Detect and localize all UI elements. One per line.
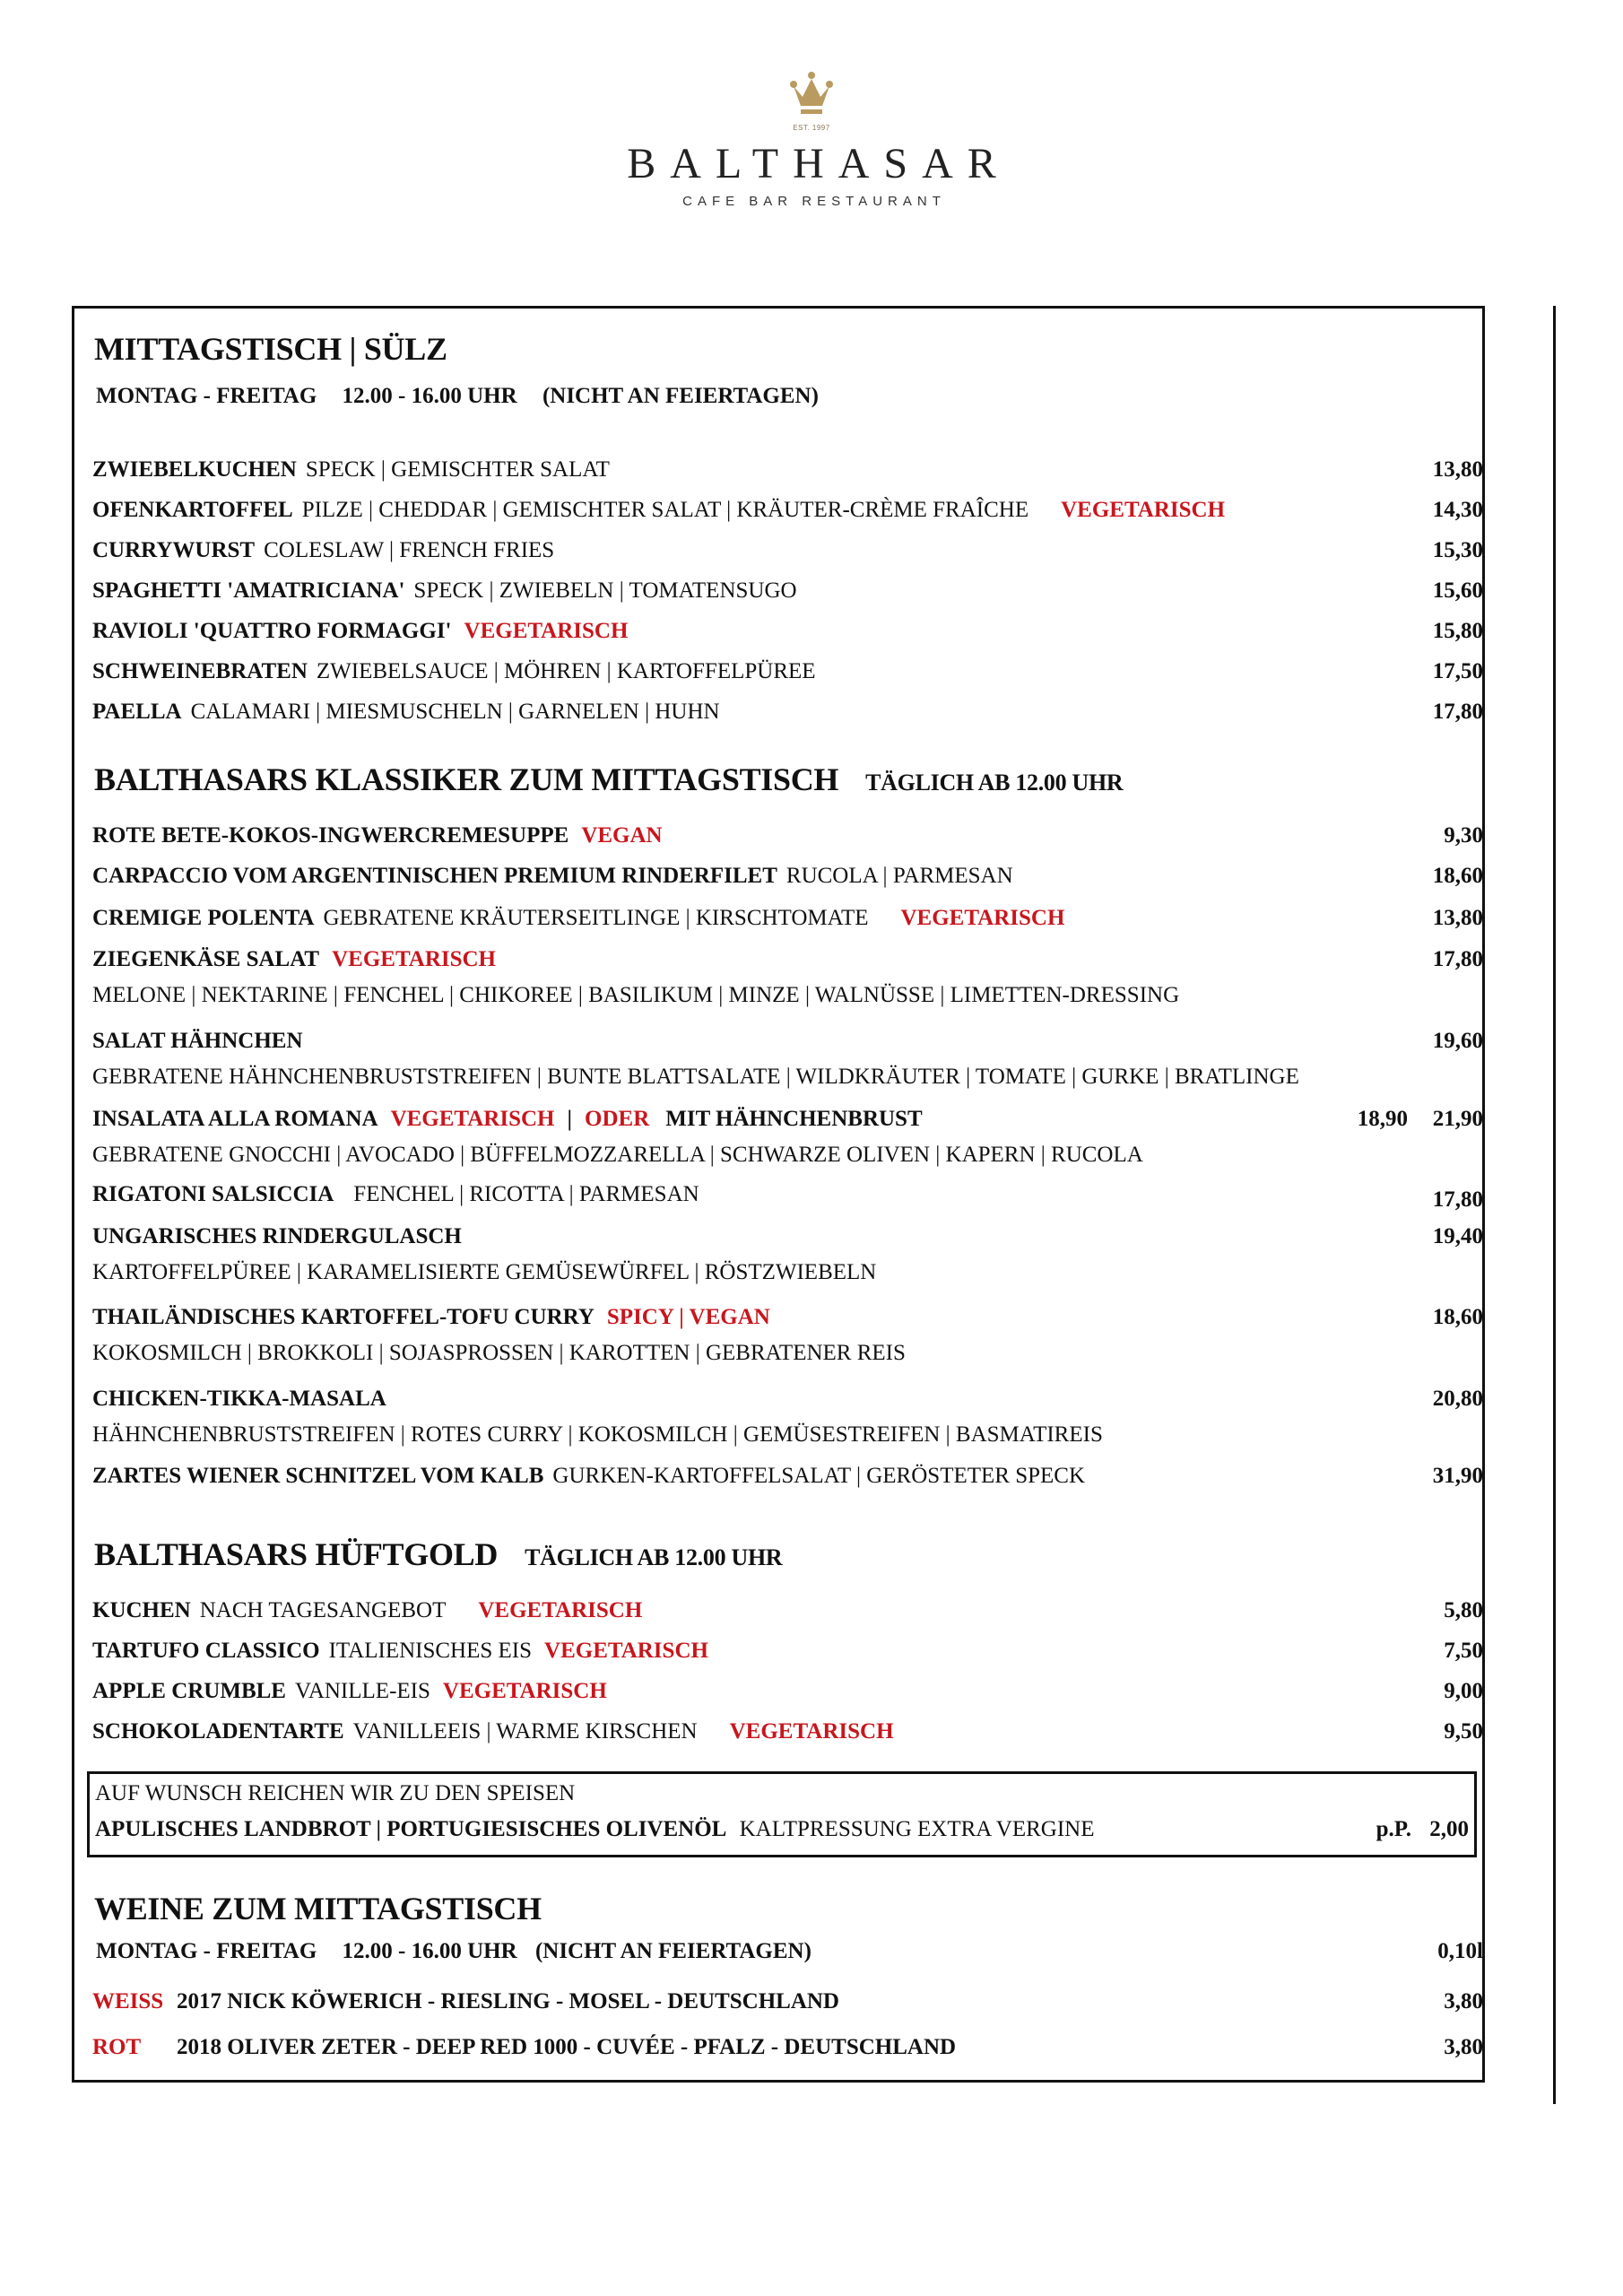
days: MONTAG - FREITAG <box>96 1939 317 1963</box>
serving-measure: 0,10l <box>1437 1939 1483 1963</box>
diet-tag: VEGETARISCH <box>464 619 629 643</box>
side-divider <box>1553 306 1556 2104</box>
item-price: 17,80 <box>1432 1187 1483 1212</box>
item-desc: GURKEN-KARTOFFELSALAT | GERÖSTETER SPECK <box>552 1464 1086 1488</box>
item-desc: SPECK | ZWIEBELN | TOMATENSUGO <box>413 578 797 603</box>
section-title-klassiker <box>94 761 1123 798</box>
menu-item <box>92 538 1483 565</box>
section-hours-hueftgold: TÄGLICH AB 12.00 UHR <box>525 1544 783 1570</box>
menu-item <box>92 457 1483 484</box>
item-desc: VANILLEEIS | WARME KIRSCHEN <box>352 1719 698 1744</box>
item-name: ZARTES WIENER SCHNITZEL VOM KALB <box>92 1464 544 1488</box>
menu-item <box>92 823 1483 850</box>
diet-tag: VEGETARISCH <box>478 1598 643 1622</box>
item-name: KUCHEN <box>92 1598 191 1622</box>
item-detail: HÄHNCHENBRUSTSTREIFEN | ROTES CURRY | KOKOSMILCH | GEMÜSESTREIFEN | BASMATIREIS <box>92 1422 1103 1447</box>
item-price: 13,80 <box>1432 906 1483 930</box>
section-hours-mittagstisch <box>96 384 819 409</box>
item-name: SCHOKOLADENTARTE <box>92 1719 344 1744</box>
item-price: 19,40 <box>1432 1224 1483 1248</box>
diet-tag: VEGETARISCH <box>1061 498 1226 522</box>
diet-tag: VEGAN <box>581 823 663 848</box>
menu-item <box>92 700 1483 726</box>
item-price: 13,80 <box>1432 457 1483 482</box>
menu-item <box>92 1464 1483 1491</box>
wine-price: 3,80 <box>1444 1989 1483 2013</box>
item-price: 20,80 <box>1432 1387 1483 1411</box>
item-name: RAVIOLI 'QUATTRO FORMAGGI' <box>92 619 452 643</box>
wine-color: WEISS <box>92 1989 164 2013</box>
or-tag: ODER <box>585 1107 650 1131</box>
item-detail: GEBRATENE GNOCCHI | AVOCADO | BÜFFELMOZZARELLA | SCHWARZE OLIVEN | KAPERN | RUCOLA <box>92 1143 1143 1167</box>
item-desc: GEBRATENE KRÄUTERSEITLINGE | KIRSCHTOMATE <box>323 906 869 930</box>
menu-item <box>92 659 1483 686</box>
diet-tag: VEGETARISCH <box>729 1719 894 1744</box>
diet-tag: VEGETARISCH <box>544 1639 708 1663</box>
diet-tag: VEGETARISCH <box>390 1107 555 1131</box>
item-name: THAILÄNDISCHES KARTOFFEL-TOFU CURRY <box>92 1305 595 1329</box>
menu-item <box>92 1639 1483 1665</box>
title-text: BALTHASARS KLASSIKER ZUM MITTAGSTISCH <box>94 761 839 797</box>
hours: 12.00 - 16.00 UHR <box>342 1939 517 1963</box>
holiday-note: (NICHT AN FEIERTAGEN) <box>542 384 819 408</box>
menu-item <box>92 1719 1483 1746</box>
item-price: 15,80 <box>1432 619 1483 643</box>
item-name: PAELLA <box>92 700 182 724</box>
logo <box>0 72 1623 209</box>
diet-tag: VEGETARISCH <box>332 947 497 971</box>
menu-item <box>92 1387 1483 1413</box>
item-detail: GEBRATENE HÄHNCHENBRUSTSTREIFEN | BUNTE BLATTSALATE | WILDKRÄUTER | TOMATE | GURKE | BRATLINGE <box>92 1065 1299 1089</box>
item-detail: MELONE | NEKTARINE | FENCHEL | CHIKOREE | BASILIKUM | MINZE | WALNÜSSE | LIMETTEN-DRESSING <box>92 983 1180 1007</box>
bread-price: 2,00 <box>1429 1817 1469 1841</box>
menu-item <box>92 498 1483 525</box>
item-desc: VANILLE-EIS <box>294 1679 430 1703</box>
item-name: CREMIGE POLENTA <box>92 906 315 930</box>
item-desc: ZWIEBELSAUCE | MÖHREN | KARTOFFELPÜREE <box>316 659 816 683</box>
bread-line <box>95 1817 1094 1842</box>
item-name: ZWIEBELKUCHEN <box>92 457 297 482</box>
menu-item <box>92 1029 1483 1056</box>
diet-tag: SPICY | VEGAN <box>606 1305 770 1329</box>
item-desc: RUCOLA | PARMESAN <box>785 864 1013 888</box>
item-price: 17,80 <box>1432 700 1483 724</box>
menu-item <box>92 947 1483 974</box>
item-name: SPAGHETTI 'AMATRICIANA' <box>92 578 405 603</box>
diet-tag: VEGETARISCH <box>900 906 1065 930</box>
item-name: OFENKARTOFFEL <box>92 498 293 522</box>
menu-item <box>92 864 1483 891</box>
item-price: 19,60 <box>1432 1029 1483 1053</box>
menu-item <box>92 619 1483 646</box>
menu-item <box>92 906 1483 933</box>
holiday-note: (NICHT AN FEIERTAGEN) <box>534 1939 812 1963</box>
menu-item <box>92 1107 1483 1134</box>
item-price-alt: 18,90 <box>1357 1107 1408 1131</box>
section-title-hueftgold <box>94 1535 782 1573</box>
item-price: 15,30 <box>1432 538 1483 562</box>
item-price: 17,80 <box>1432 947 1483 971</box>
established-label: EST. 1997 <box>793 124 830 132</box>
bread-intro: AUF WUNSCH REICHEN WIR ZU DEN SPEISEN <box>95 1781 576 1805</box>
item-price: 9,30 <box>1444 823 1483 848</box>
menu-item <box>92 1224 1483 1251</box>
item-price: 21,90 <box>1432 1107 1483 1131</box>
item-name: RIGATONI SALSICCIA <box>92 1182 334 1206</box>
item-name: ZIEGENKÄSE SALAT <box>92 947 320 971</box>
wine-color: ROT <box>92 2035 142 2059</box>
brand-name: BALTHASAR <box>627 140 1011 187</box>
item-name: UNGARISCHES RINDERGULASCH <box>92 1224 462 1248</box>
brand-tagline: CAFE BAR RESTAURANT <box>682 194 946 209</box>
title-text: BALTHASARS HÜFTGOLD <box>94 1536 499 1572</box>
item-price: 5,80 <box>1444 1598 1483 1622</box>
section-hours-klassiker: TÄGLICH AB 12.00 UHR <box>865 770 1124 796</box>
separator: | <box>567 1107 573 1131</box>
section-title-weine: WEINE ZUM MITTAGSTISCH <box>94 1891 542 1926</box>
item-name: INSALATA ALLA ROMANA <box>92 1107 378 1131</box>
menu-item <box>92 1305 1483 1332</box>
section-title-mittagstisch: MITTAGSTISCH | SÜLZ <box>94 331 447 367</box>
item-desc: ITALIENISCHES EIS <box>328 1639 533 1663</box>
wine-item <box>92 2035 1483 2062</box>
item-name: ROTE BETE-KOKOS-INGWERCREMESUPPE <box>92 823 569 848</box>
menu-item <box>92 578 1483 605</box>
wine-desc: 2017 NICK KÖWERICH - RIESLING - MOSEL - DEUTSCHLAND <box>177 1989 839 2013</box>
item-price: 9,50 <box>1444 1719 1483 1744</box>
item-desc: SPECK | GEMISCHTER SALAT <box>305 457 610 482</box>
item-price: 9,00 <box>1444 1679 1483 1703</box>
per-person-label: p.P. <box>1376 1817 1411 1841</box>
item-name: TARTUFO CLASSICO <box>92 1639 320 1663</box>
item-desc: NACH TAGESANGEBOT <box>199 1598 447 1622</box>
item-price: 15,60 <box>1432 578 1483 603</box>
bread-offer-box <box>87 1771 1477 1857</box>
item-price: 7,50 <box>1444 1639 1483 1663</box>
item-desc: COLESLAW | FRENCH FRIES <box>264 538 555 562</box>
item-name: APPLE CRUMBLE <box>92 1679 286 1703</box>
bread-desc: KALTPRESSUNG EXTRA VERGINE <box>739 1817 1095 1841</box>
item-name: SCHWEINEBRATEN <box>92 659 308 683</box>
item-desc: FENCHEL | RICOTTA | PARMESAN <box>353 1182 699 1206</box>
section-hours-weine <box>96 1939 812 1964</box>
item-name: CARPACCIO VOM ARGENTINISCHEN PREMIUM RINDERFILET <box>92 864 777 888</box>
menu-item <box>92 1182 1483 1212</box>
wine-price: 3,80 <box>1444 2035 1483 2059</box>
item-desc: CALAMARI | MIESMUSCHELN | GARNELEN | HUHN <box>190 700 720 724</box>
bread-name: APULISCHES LANDBROT | PORTUGIESISCHES OLIVENÖL <box>95 1817 727 1841</box>
wine-desc: 2018 OLIVER ZETER - DEEP RED 1000 - CUVÉE - PFALZ - DEUTSCHLAND <box>177 2035 957 2059</box>
item-name: CHICKEN-TIKKA-MASALA <box>92 1387 386 1411</box>
item-price: 14,30 <box>1432 498 1483 522</box>
menu-item <box>92 1598 1483 1625</box>
hours: 12.00 - 16.00 UHR <box>342 384 517 408</box>
item-name: SALAT HÄHNCHEN <box>92 1029 303 1053</box>
diet-tag: VEGETARISCH <box>442 1679 607 1703</box>
item-variant: MIT HÄHNCHENBRUST <box>665 1107 923 1131</box>
days: MONTAG - FREITAG <box>96 384 317 408</box>
menu-item <box>92 1679 1483 1706</box>
item-detail: KARTOFFELPÜREE | KARAMELISIERTE GEMÜSEWÜRFEL | RÖSTZWIEBELN <box>92 1260 877 1284</box>
wine-item <box>92 1989 1483 2016</box>
item-detail: KOKOSMILCH | BROKKOLI | SOJASPROSSEN | KAROTTEN | GEBRATENER REIS <box>92 1341 906 1365</box>
item-price: 18,60 <box>1432 864 1483 888</box>
item-price: 17,50 <box>1432 659 1483 683</box>
item-price: 18,60 <box>1432 1305 1483 1329</box>
crown-icon <box>786 72 837 122</box>
item-price: 31,90 <box>1432 1464 1483 1488</box>
item-name: CURRYWURST <box>92 538 256 562</box>
item-desc: PILZE | CHEDDAR | GEMISCHTER SALAT | KRÄUTER-CRÈME FRAÎCHE <box>301 498 1029 522</box>
